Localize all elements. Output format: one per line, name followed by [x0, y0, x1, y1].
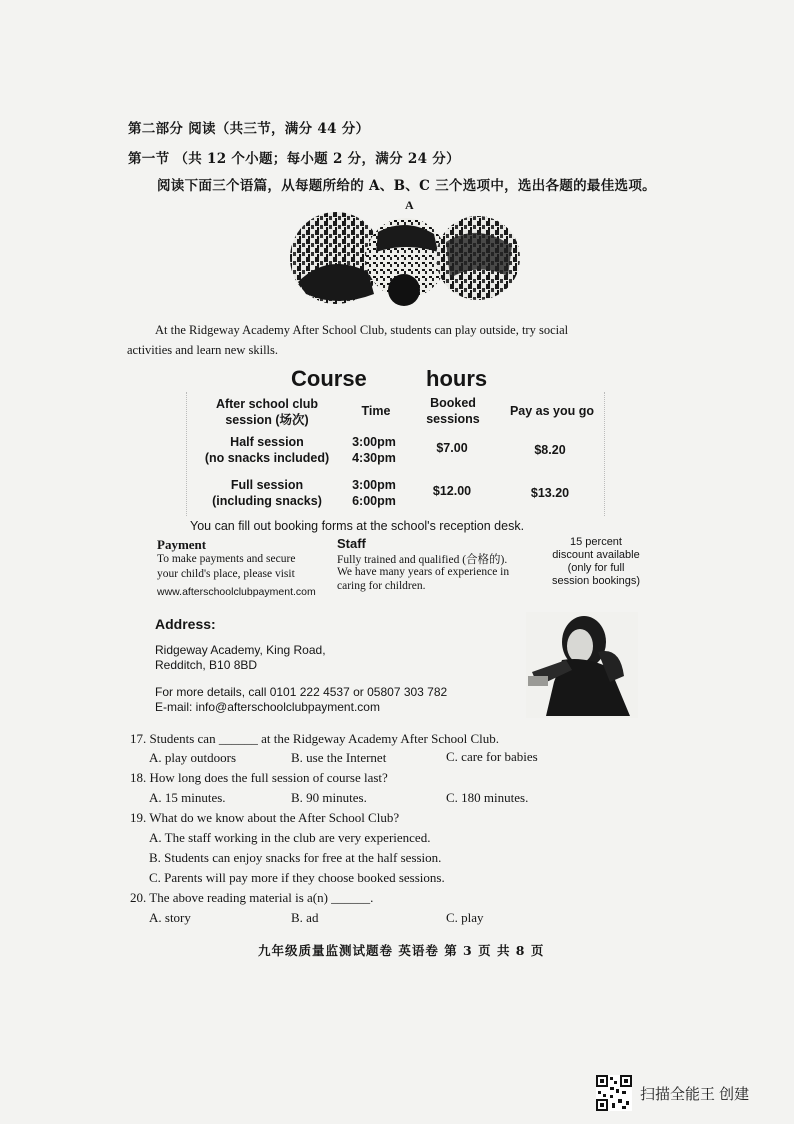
qr-code-icon: [596, 1075, 632, 1111]
contact-line-2: E-mail: info@afterschoolclubpayment.com: [155, 700, 380, 714]
question-20-stem: 20. The above reading material is a(n) ______.: [130, 890, 374, 905]
instruction: 阅读下面三个语篇，从每题所给的 A、B、C 三个选项中，选出各题的最佳选项。: [157, 178, 656, 194]
address-line-1: Ridgeway Academy, King Road,: [155, 643, 326, 657]
question-20-option-b[interactable]: B. ad: [291, 910, 319, 925]
row-half-booked: $7.00: [436, 441, 468, 455]
row-full-pay: $13.20: [530, 486, 570, 500]
discount-note: 15 percent discount available (only for full session bookings): [551, 536, 641, 587]
address-heading: Address:: [155, 616, 216, 632]
question-20-option-c[interactable]: C. play: [446, 910, 484, 925]
question-18-option-b[interactable]: B. 90 minutes.: [291, 790, 367, 805]
header-time: Time: [361, 404, 391, 418]
passage-letter: A: [405, 198, 414, 212]
address-line-2: Redditch, B10 8BD: [155, 658, 258, 672]
woman-photo: [526, 612, 638, 718]
booking-note: You can fill out booking forms at the school's reception desk.: [190, 519, 525, 533]
payment-heading: Payment: [157, 537, 207, 552]
staff-line-1: Fully trained and qualified (合格的).: [337, 554, 508, 566]
payment-line-2: your child's place, please visit: [157, 568, 295, 580]
staff-line-2: We have many years of experience in: [337, 566, 510, 578]
row-full-time: 3:00pm 6:00pm: [352, 478, 396, 508]
header-session: After school club session (场次): [215, 397, 319, 427]
course-title-word2: hours: [426, 366, 488, 391]
question-17-stem: 17. Students can ______ at the Ridgeway Academy After School Club.: [130, 731, 499, 746]
frame-left: [186, 392, 187, 516]
frame-right: [604, 392, 605, 516]
question-19-stem: 19. What do we know about the After School Club?: [130, 810, 400, 825]
intro-line-1: At the Ridgeway Academy After School Club, students can play outside, try social: [155, 323, 569, 337]
question-20-option-a[interactable]: A. story: [149, 910, 191, 925]
question-18-option-c[interactable]: C. 180 minutes.: [446, 790, 529, 805]
question-17-option-c[interactable]: C. care for babies: [446, 749, 538, 764]
row-half-time: 3:00pm 4:30pm: [352, 435, 396, 465]
contact-line-1: For more details, call 0101 222 4537 or 05807 303 782: [155, 685, 448, 699]
photo-collage: [288, 212, 523, 308]
row-full-booked: $12.00: [432, 484, 472, 498]
header-pay: Pay as you go: [509, 404, 595, 418]
staff-heading: Staff: [337, 536, 366, 551]
sub-title: 第一节 （共 12 个小题；每小题 2 分，满分 24 分）: [128, 151, 460, 167]
question-18-stem: 18. How long does the full session of course last?: [130, 770, 388, 785]
question-19-option-a[interactable]: A. The staff working in the club are very experienced.: [149, 830, 431, 845]
question-19-option-c[interactable]: C. Parents will pay more if they choose booked sessions.: [149, 870, 445, 885]
part-title: 第二部分 阅读（共三节，满分 44 分）: [128, 121, 370, 137]
row-full-name: Full session (including snacks): [212, 478, 322, 508]
row-half-pay: $8.20: [534, 443, 566, 457]
course-title-word1: Course: [291, 366, 367, 391]
row-half-name: Half session (no snacks included): [204, 435, 330, 465]
header-booked: Booked sessions: [426, 396, 480, 426]
question-18-option-a[interactable]: A. 15 minutes.: [149, 790, 226, 805]
question-17-option-a[interactable]: A. play outdoors: [149, 750, 237, 765]
payment-url: www.afterschoolclubpayment.com: [157, 586, 316, 598]
page-footer: 九年级质量监测试题卷 英语卷 第 3 页 共 8 页: [258, 943, 545, 958]
intro-line-2: activities and learn new skills.: [127, 343, 279, 357]
watermark-text: 扫描全能王 创建: [640, 1086, 750, 1103]
payment-line-1: To make payments and secure: [157, 553, 296, 565]
staff-line-3: caring for children.: [337, 580, 426, 592]
question-17-option-b[interactable]: B. use the Internet: [291, 750, 387, 765]
question-19-option-b[interactable]: B. Students can enjoy snacks for free at the half session.: [149, 850, 442, 865]
